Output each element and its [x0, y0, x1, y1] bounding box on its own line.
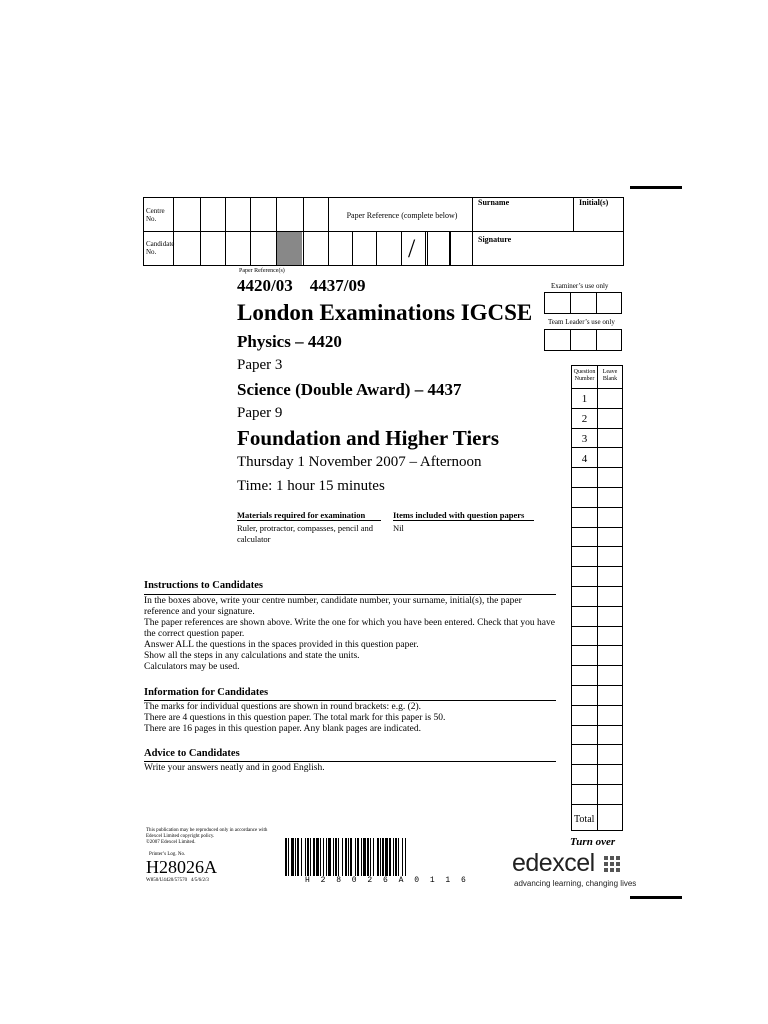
margin-mark-top	[630, 186, 682, 189]
team-leader-label: Team Leader’s use only	[548, 318, 615, 326]
barcode-bar	[373, 838, 374, 876]
question-4: 4	[581, 453, 588, 465]
question-row-line	[572, 606, 622, 607]
question-row-line	[572, 685, 622, 686]
candidate-header-grid	[143, 197, 624, 266]
barcode-bar	[333, 838, 334, 876]
barcode-bar	[380, 838, 381, 876]
barcode-bar	[335, 838, 337, 876]
paper-ref-small-label: Paper Reference(s)	[239, 268, 285, 274]
instructions-text: In the boxes above, write your centre number, candidate number, your surname, initial(s), the paper reference and your signature. The paper references are shown above. Write the one for which you have been entered. Check that you have the correct question paper. Answer ALL the questions in the spaces provided in this question paper. Show all the steps in any calculations and state the units. Calculators may be used.	[144, 596, 555, 672]
materials-required-head: Materials required for examination	[237, 510, 381, 521]
barcode-bar	[342, 838, 343, 876]
question-row-line	[572, 665, 622, 666]
barcode-bar	[402, 838, 403, 876]
question-row-line	[572, 507, 622, 508]
barcode-bar	[345, 838, 347, 876]
barcode-text: H 2 8 0 2 6 A 0 1 1 6	[305, 876, 469, 885]
barcode-bar	[370, 838, 371, 876]
question-row-line	[572, 626, 622, 627]
shaded-box	[277, 232, 302, 265]
edexcel-logo-dots	[604, 856, 624, 876]
barcode-bar	[338, 838, 339, 876]
barcode-bar	[288, 838, 289, 876]
barcode-bar	[323, 838, 324, 876]
barcode-bar	[355, 838, 356, 876]
exam-title: London Examinations IGCSE	[237, 300, 533, 325]
information-text: The marks for individual questions are shown in round brackets: e.g. (2). There are 4 questions in this question paper. The total mark for this paper is 50. There are 16 pages in this question paper. Any blank pages are indicated.	[144, 702, 446, 734]
barcode-bar	[348, 838, 349, 876]
items-included-text: Nil	[393, 523, 404, 533]
question-row-line	[572, 804, 622, 805]
question-row-line	[572, 566, 622, 567]
question-row-line	[572, 586, 622, 587]
barcode-bar	[393, 838, 394, 876]
paper-ref-label: Paper Reference (complete below)	[346, 211, 458, 220]
margin-mark-bottom	[630, 896, 682, 899]
question-row-line	[572, 408, 622, 409]
barcode-bar	[361, 838, 362, 876]
paper-9: Paper 9	[237, 405, 283, 421]
question-row-line	[572, 784, 622, 785]
barcode-bar	[395, 838, 397, 876]
question-number-head: Question Number	[573, 369, 596, 382]
subject-physics: Physics – 4420	[237, 332, 342, 351]
printers-log-label: Printer’s Log. No.	[149, 852, 186, 857]
subject-science: Science (Double Award) – 4437	[237, 380, 462, 399]
catalogue-number: W850/U4420/57570 4/5/6/2/3	[146, 878, 209, 883]
barcode-bars	[285, 838, 481, 876]
barcode-bar	[389, 838, 391, 876]
question-1: 1	[581, 393, 588, 405]
barcode-bar	[301, 838, 302, 876]
question-table	[571, 365, 623, 831]
paper-refs: 4420/03 4437/09	[237, 276, 366, 295]
examiner-box[interactable]	[544, 292, 622, 314]
barcode-bar	[320, 838, 321, 876]
question-row-line	[572, 487, 622, 488]
barcode-bar	[307, 838, 309, 876]
question-row-line	[572, 428, 622, 429]
exam-time: Time: 1 hour 15 minutes	[237, 478, 385, 494]
barcode-bar	[316, 838, 319, 876]
tiers: Foundation and Higher Tiers	[237, 426, 499, 450]
surname-label: Surname	[478, 198, 510, 207]
instructions-head: Instructions to Candidates	[144, 580, 264, 591]
barcode-bar	[305, 838, 306, 876]
team-leader-box[interactable]	[544, 329, 622, 351]
initials-label: Initial(s)	[579, 198, 609, 207]
barcode-bar	[357, 838, 359, 876]
barcode-bar	[385, 838, 388, 876]
printers-code: H28026A	[146, 857, 217, 877]
items-included-head: Items included with question papers	[393, 510, 534, 521]
question-row-line	[572, 527, 622, 528]
question-row-line	[572, 447, 622, 448]
question-row-line	[572, 705, 622, 706]
leave-blank-head: Leave Blank	[602, 369, 618, 382]
barcode-bar	[297, 838, 299, 876]
barcode-bar	[285, 838, 287, 876]
advice-head: Advice to Candidates	[144, 748, 240, 759]
barcode-bar	[350, 838, 352, 876]
edexcel-tagline: advancing learning, changing lives	[514, 879, 637, 888]
barcode-bar	[405, 838, 406, 876]
copyright: This publication may be reproduced only in accordance with Edexcel Limited copyright policy. ©2007 Edexcel Limited.	[146, 828, 268, 845]
question-row-line	[572, 764, 622, 765]
barcode-bar	[291, 838, 294, 876]
slash-mark: /	[408, 234, 416, 263]
question-row-line	[572, 725, 622, 726]
centre-no-label: Centre No.	[146, 207, 165, 223]
advice-text: Write your answers neatly and in good English.	[144, 763, 325, 773]
barcode-bar	[295, 838, 296, 876]
barcode-bar	[398, 838, 399, 876]
materials-required-text: Ruler, protractor, compasses, pencil and calculator	[237, 523, 373, 544]
barcode-bar	[367, 838, 369, 876]
information-head: Information for Candidates	[144, 687, 269, 698]
barcode	[285, 838, 481, 876]
barcode-bar	[313, 838, 315, 876]
barcode-bar	[310, 838, 311, 876]
barcode-bar	[363, 838, 366, 876]
barcode-bar	[377, 838, 379, 876]
signature-label: Signature	[478, 235, 512, 244]
question-3: 3	[581, 433, 588, 445]
question-row-line	[572, 546, 622, 547]
examiner-use-label: Examiner’s use only	[551, 282, 609, 290]
paper-3: Paper 3	[237, 357, 283, 373]
question-row-line	[572, 467, 622, 468]
total-label: Total	[574, 814, 595, 825]
barcode-bar	[328, 838, 331, 876]
candidate-no-label: Candidate No.	[146, 240, 175, 256]
barcode-bar	[382, 838, 384, 876]
exam-date: Thursday 1 November 2007 – Afternoon	[237, 454, 482, 470]
barcode-bar	[326, 838, 327, 876]
question-2: 2	[581, 413, 588, 425]
question-row-line	[572, 744, 622, 745]
turn-over: Turn over	[570, 836, 616, 848]
edexcel-logo: edexcel	[512, 849, 595, 877]
question-row-line	[572, 645, 622, 646]
